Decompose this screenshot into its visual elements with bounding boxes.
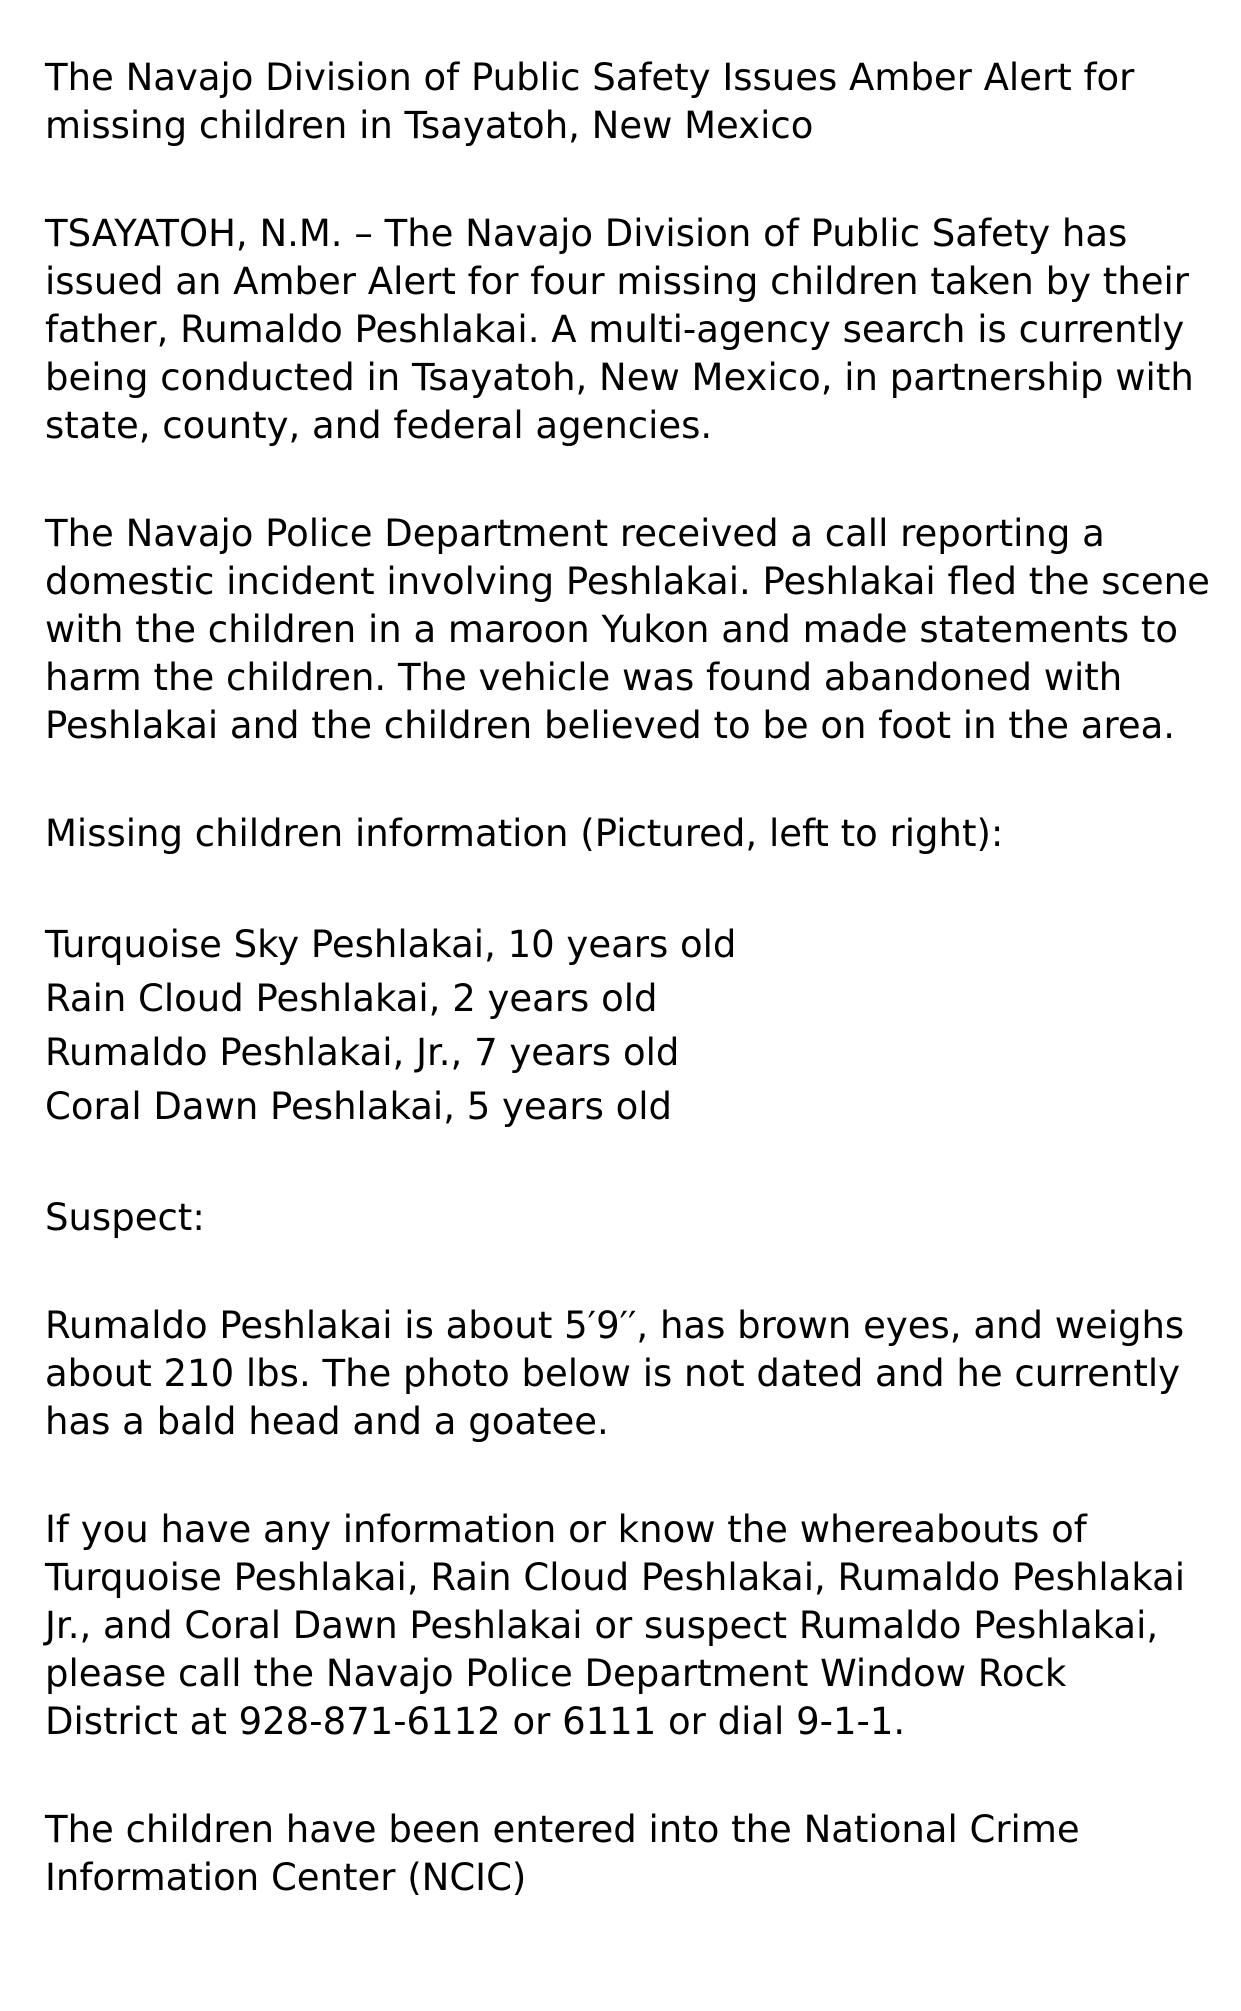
- incident-paragraph: The Navajo Police Department received a call reporting a domestic incident involving Peshlakai. Peshlakai fled the scene with the children in a maroon Yukon and made statements to harm the children. The vehicle was found abandoned with Peshlakai and the children believed to be on foot in the area.: [45, 512, 1210, 747]
- suspect-heading: Suspect:: [45, 1196, 205, 1239]
- children-list: [45, 918, 1210, 1134]
- ncic-paragraph: The children have been entered into the National Crime Information Center (NCIC): [45, 1808, 1080, 1899]
- child-entry: Rain Cloud Peshlakai, 2 years old: [45, 977, 658, 1020]
- child-entry: Rumaldo Peshlakai, Jr., 7 years old: [45, 1031, 680, 1074]
- child-entry: Coral Dawn Peshlakai, 5 years old: [45, 1085, 673, 1128]
- intro-paragraph: TSAYATOH, N.M. – The Navajo Division of Public Safety has issued an Amber Alert for four missing children taken by their father, Rumaldo Peshlakai. A multi-agency search is currently being conducted in Tsayatoh, New Mexico, in partnership with state, county, and federal agencies.: [45, 212, 1194, 447]
- children-heading: Missing children information (Pictured, left to right):: [45, 812, 1004, 855]
- headline: The Navajo Division of Public Safety Issues Amber Alert for missing children in Tsayatoh, New Mexico: [45, 56, 1135, 147]
- child-entry: Turquoise Sky Peshlakai, 10 years old: [45, 923, 737, 966]
- contact-paragraph: If you have any information or know the whereabouts of Turquoise Peshlakai, Rain Cloud Peshlakai, Rumaldo Peshlakai Jr., and Coral Dawn Peshlakai or suspect Rumaldo Peshlakai, please call the Navajo Police Department Window Rock District at 928-871-6112 or 6111 or dial 9-1-1.: [45, 1508, 1186, 1743]
- suspect-description: Rumaldo Peshlakai is about 5′9′′, has brown eyes, and weighs about 210 lbs. The photo below is not dated and he currently has a bald head and a goatee.: [45, 1304, 1185, 1443]
- press-release: [45, 54, 1210, 1962]
